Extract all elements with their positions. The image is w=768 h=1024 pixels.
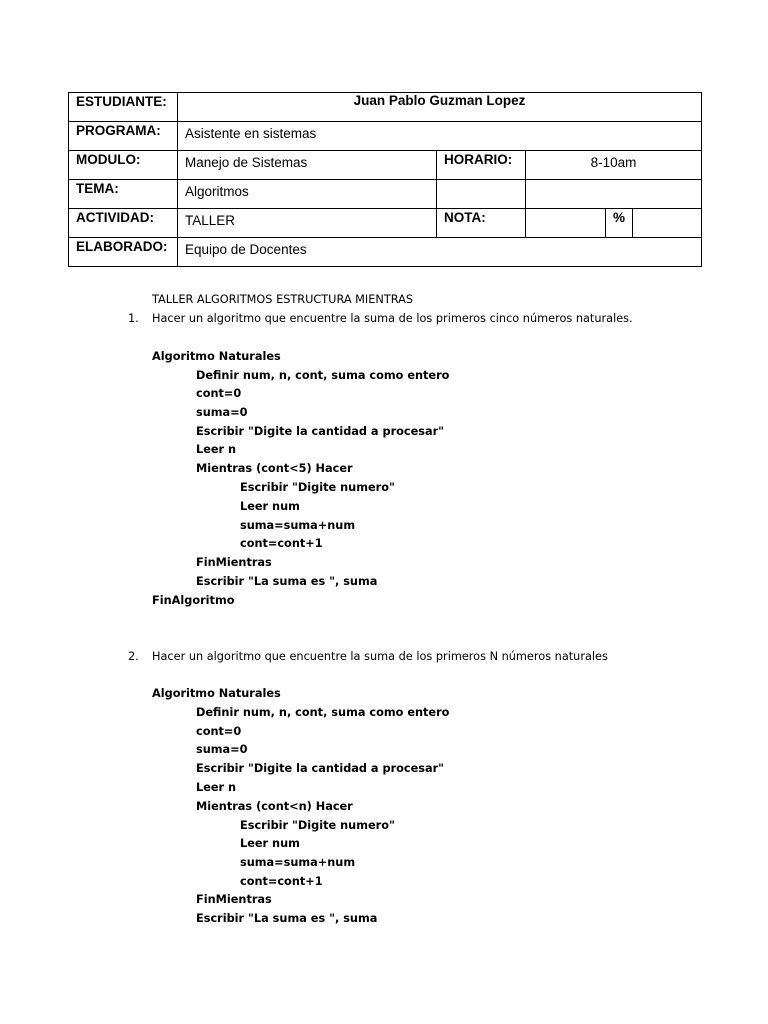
ex1-code-line: FinAlgoritmo xyxy=(152,594,235,607)
ex1-code-line: Escribir "Digite la cantidad a procesar" xyxy=(196,425,445,438)
ex2-code-line: Escribir "Digite numero" xyxy=(240,819,395,832)
nota-label: NOTA: xyxy=(437,209,526,238)
row-actividad xyxy=(69,209,702,238)
ex2-code-line: Mientras (cont<n) Hacer xyxy=(196,800,353,813)
modulo-value: Manejo de Sistemas xyxy=(178,151,437,180)
elaborado-label: ELABORADO: xyxy=(69,238,178,267)
exercise-2-number: 2. xyxy=(128,650,139,663)
header-info-table xyxy=(68,92,702,267)
ex1-code-line: suma=suma+num xyxy=(240,519,356,532)
nota-value xyxy=(526,209,606,238)
ex1-code-line: Escribir "Digite numero" xyxy=(240,481,395,494)
ex2-code-line: Escribir "Digite la cantidad a procesar" xyxy=(196,762,445,775)
exercise-1-number: 1. xyxy=(128,312,139,325)
ex1-code-line: suma=0 xyxy=(196,406,248,419)
exercise-1-statement: Hacer un algoritmo que encuentre la suma de los primeros cinco números naturales. xyxy=(152,312,633,325)
ex1-code-line: Escribir "La suma es ", suma xyxy=(196,575,378,588)
ex2-code-line: Leer n xyxy=(196,781,237,794)
tema-empty-cell xyxy=(437,180,526,209)
ex1-code-line: FinMientras xyxy=(196,556,272,569)
row-estudiante xyxy=(69,93,702,122)
programa-value: Asistente en sistemas xyxy=(178,122,702,151)
ex1-code-line: Definir num, n, cont, suma como entero xyxy=(196,369,450,382)
row-programa xyxy=(69,122,702,151)
ex1-code-line: Leer n xyxy=(196,443,237,456)
estudiante-label: ESTUDIANTE: xyxy=(69,93,178,122)
tema-label: TEMA: xyxy=(69,180,178,209)
row-tema xyxy=(69,180,702,209)
row-elaborado xyxy=(69,238,702,267)
ex2-code-line: cont=cont+1 xyxy=(240,875,323,888)
exercise-2-statement: Hacer un algoritmo que encuentre la suma de los primeros N números naturales xyxy=(152,650,608,663)
ex2-code-line: Definir num, n, cont, suma como entero xyxy=(196,706,450,719)
percent-symbol: % xyxy=(606,209,633,238)
ex2-code-line: suma=suma+num xyxy=(240,856,356,869)
modulo-label: MODULO: xyxy=(69,151,178,180)
ex2-code-line: Escribir "La suma es ", suma xyxy=(196,912,378,925)
percent-value-cell xyxy=(633,209,702,238)
document-title: TALLER ALGORITMOS ESTRUCTURA MIENTRAS xyxy=(152,293,414,306)
ex2-code-line: suma=0 xyxy=(196,743,248,756)
tema-empty-cell-2 xyxy=(526,180,702,209)
ex1-code-line: cont=cont+1 xyxy=(240,537,323,550)
ex1-code-line: Mientras (cont<5) Hacer xyxy=(196,462,353,475)
ex2-code-line: cont=0 xyxy=(196,725,242,738)
tema-value: Algoritmos xyxy=(178,180,437,209)
ex1-code-line: Algoritmo Naturales xyxy=(152,350,281,363)
actividad-label: ACTIVIDAD: xyxy=(69,209,178,238)
row-modulo xyxy=(69,151,702,180)
ex1-code-line: Leer num xyxy=(240,500,300,513)
horario-value: 8-10am xyxy=(526,151,702,180)
ex1-code-line: cont=0 xyxy=(196,387,242,400)
programa-label: PROGRAMA: xyxy=(69,122,178,151)
ex2-code-line: FinMientras xyxy=(196,893,272,906)
ex2-code-line: Algoritmo Naturales xyxy=(152,687,281,700)
actividad-value: TALLER xyxy=(178,209,437,238)
ex2-code-line: Leer num xyxy=(240,837,300,850)
elaborado-value: Equipo de Docentes xyxy=(178,238,702,267)
horario-label: HORARIO: xyxy=(437,151,526,180)
estudiante-value: Juan Pablo Guzman Lopez xyxy=(178,93,702,122)
